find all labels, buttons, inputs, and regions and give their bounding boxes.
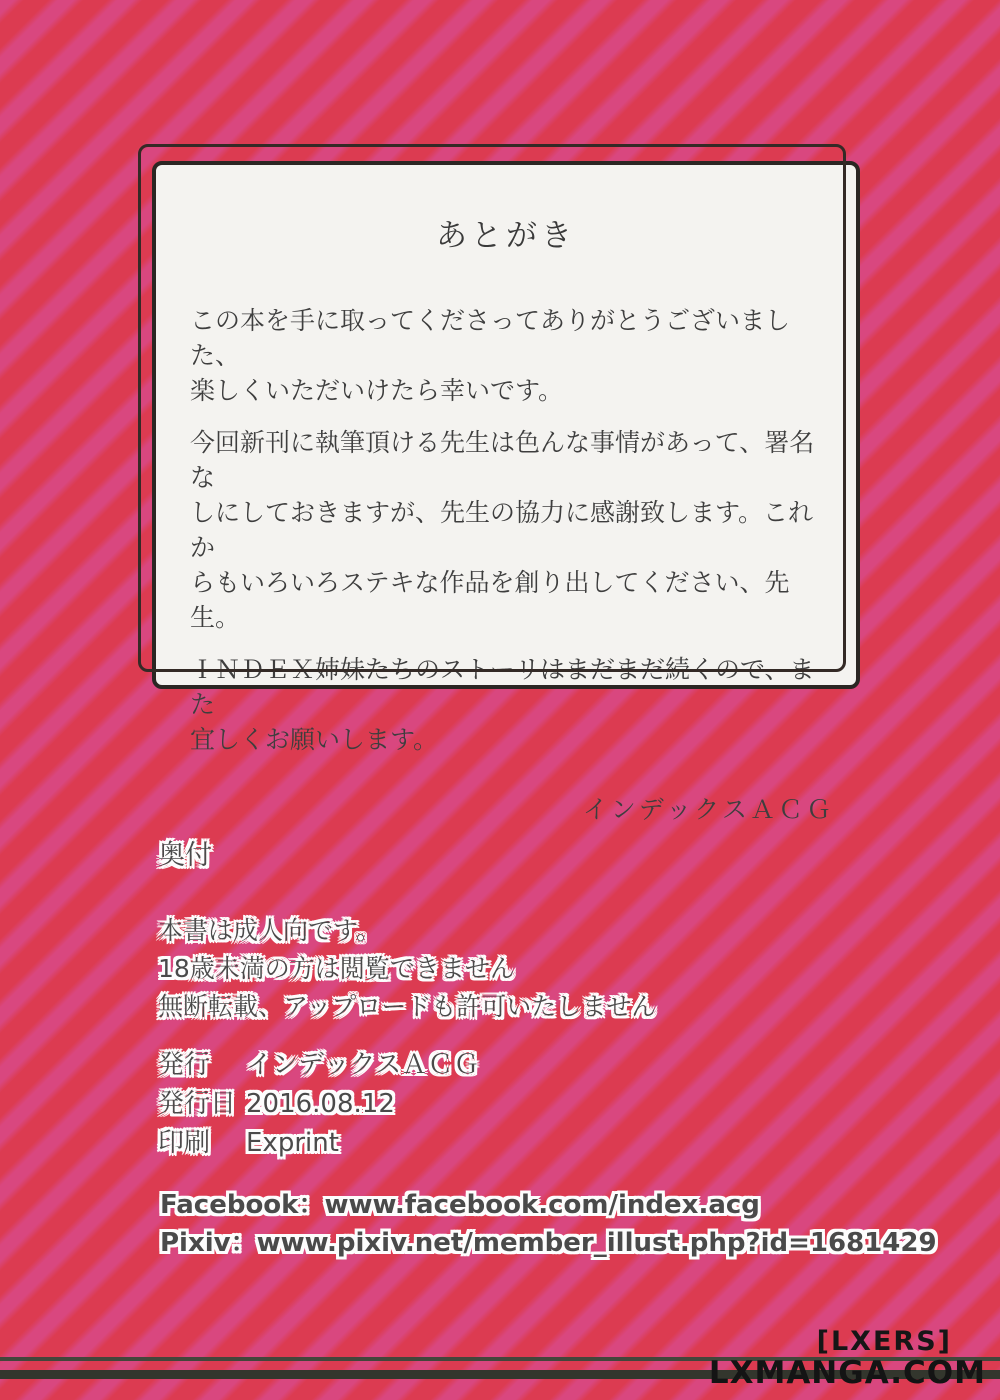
publication-row bbox=[158, 1046, 479, 1085]
afterword-line: 楽しくいただいけたら幸いです。 bbox=[190, 376, 564, 405]
afterword-line: この本を手に取ってくださってありがとうございました、 bbox=[190, 306, 791, 370]
link-url: www.pixiv.net/member_illust.php?id=1681429 bbox=[256, 1228, 937, 1258]
watermark-tag: [LXERS] bbox=[816, 1326, 952, 1357]
watermark-site: LXMANGA.COM bbox=[708, 1355, 986, 1391]
afterword-line: 宜しくお願いします。 bbox=[190, 725, 439, 754]
colophon-publication bbox=[158, 1046, 479, 1163]
afterword-paragraph bbox=[190, 303, 822, 408]
afterword-line: しにしておきますが、先生の協力に感謝致します。これか bbox=[190, 498, 814, 562]
notice-line: 無断転載、アップロードも許可いたしません bbox=[158, 992, 657, 1021]
notice-line: 18歳未満の方は閲覧できません bbox=[158, 954, 515, 983]
afterword-title: あとがき bbox=[436, 218, 576, 254]
colophon-heading: 奥付 bbox=[158, 840, 212, 871]
afterword-signature: インデックスＡＣＧ bbox=[582, 795, 834, 824]
afterword-line: 今回新刊に執筆頂ける先生は色んな事情があって、署名な bbox=[190, 428, 815, 492]
publication-row bbox=[158, 1124, 479, 1163]
publication-value: Exprint bbox=[246, 1128, 339, 1158]
link-row bbox=[160, 1224, 937, 1262]
notice-line: 本書は成人向です。 bbox=[158, 916, 382, 945]
link-label: Facebook： bbox=[160, 1190, 325, 1220]
publication-label: 発行 bbox=[158, 1050, 211, 1080]
publication-label: 発行日 bbox=[158, 1089, 237, 1119]
afterword-paragraph bbox=[190, 425, 822, 635]
afterword-line: ＩＮＤＥＸ姉妹たちのストーリはまだまだ続くので、また bbox=[190, 655, 815, 719]
publication-label: 印刷 bbox=[158, 1128, 211, 1158]
link-label: Pixiv： bbox=[160, 1228, 257, 1258]
colophon-notices bbox=[158, 912, 656, 1026]
afterword-line: らもいろいろステキな作品を創り出してください、先生。 bbox=[190, 568, 790, 632]
afterword-body bbox=[190, 303, 822, 757]
colophon-links bbox=[160, 1186, 937, 1262]
link-url: www.facebook.com/index.acg bbox=[324, 1190, 760, 1220]
afterword-paragraph bbox=[190, 652, 822, 757]
publication-value: 2016.08.12 bbox=[246, 1089, 395, 1119]
publication-value: インデックスＡＣＧ bbox=[246, 1050, 480, 1080]
publication-row bbox=[158, 1085, 479, 1124]
link-row bbox=[160, 1186, 937, 1224]
afterword-box bbox=[152, 161, 860, 824]
